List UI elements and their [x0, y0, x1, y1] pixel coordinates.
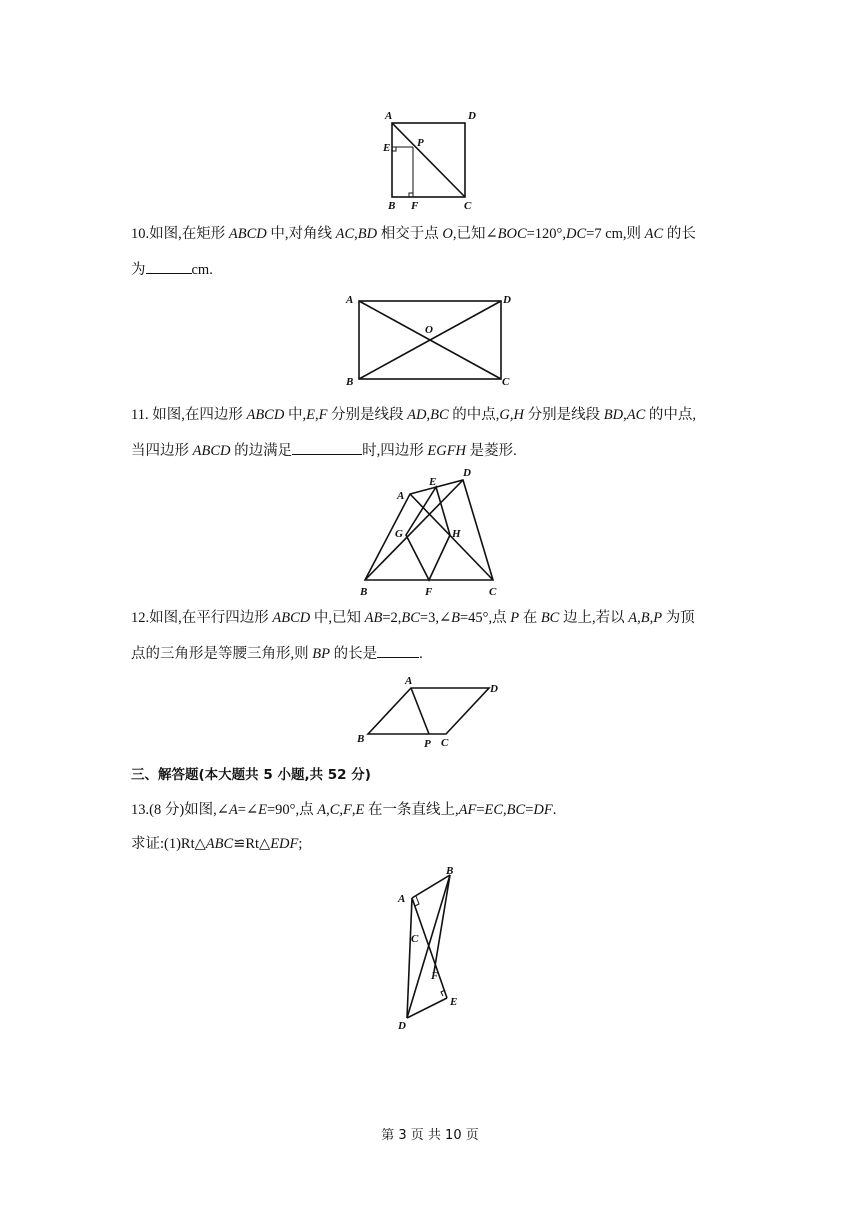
page-footer: 第 3 页 共 10 页	[381, 1128, 479, 1143]
q12-line2: 点的三角形是等腰三角形,则 BP 的长是 .	[131, 643, 423, 664]
figure-quadrilateral-egfh	[355, 462, 510, 604]
label-a: A	[405, 675, 413, 687]
figure-rectangle-abcd	[340, 290, 520, 390]
figure-triangles-abc-edf	[390, 862, 470, 1032]
q11-line1: 11. 如图,在四边形 ABCD 中,E,F 分别是线段 AD,BC 的中点,G,H 分别是线段 BD,AC 的中点,	[131, 407, 697, 423]
label-d: D	[398, 1020, 406, 1032]
label-c: C	[502, 376, 510, 388]
label-b: B	[360, 586, 368, 598]
label-b: B	[346, 376, 354, 388]
figure-parallelogram-abcd	[350, 672, 510, 752]
label-a: A	[346, 294, 354, 306]
figure-square-apefc	[380, 105, 480, 210]
label-a: A	[385, 110, 393, 122]
section-title: 三、解答题(本大题共 5 小题,共 52 分)	[131, 767, 371, 783]
label-f: F	[431, 970, 439, 982]
label-c: C	[489, 586, 497, 598]
label-o: O	[425, 324, 433, 336]
label-d: D	[468, 110, 476, 122]
label-p: P	[424, 738, 431, 750]
label-e: E	[383, 142, 391, 154]
label-f: F	[411, 200, 419, 212]
answer-blank	[146, 259, 192, 274]
label-d: D	[490, 683, 498, 695]
label-c: C	[411, 933, 419, 945]
q10-line1: 10.如图,在矩形 ABCD 中,对角线 AC,BD 相交于点 O,已知∠BOC=120°,DC=7 cm,则 AC 的长	[131, 226, 696, 242]
q11-line2: 当四边形 ABCD 的边满足 时,四边形 EGFH 是菱形.	[131, 440, 517, 461]
label-p: P	[417, 137, 424, 149]
label-b: B	[446, 865, 454, 877]
label-g: G	[395, 528, 403, 540]
label-d: D	[463, 467, 471, 479]
label-b: B	[357, 733, 365, 745]
label-e: E	[429, 476, 437, 488]
answer-blank	[292, 440, 362, 455]
q13-line2: 求证:(1)Rt△ABC≌Rt△EDF;	[131, 836, 303, 852]
q12-line1: 12.如图,在平行四边形 ABCD 中,已知 AB=2,BC=3,∠B=45°,点 P 在 BC 边上,若以 A,B,P 为顶	[131, 610, 695, 626]
label-c: C	[464, 200, 472, 212]
label-a: A	[397, 490, 405, 502]
label-f: F	[425, 586, 433, 598]
q10-line2: 为 cm.	[131, 259, 213, 280]
answer-blank	[377, 643, 419, 658]
q13-line1: 13.(8 分)如图,∠A=∠E=90°,点 A,C,F,E 在一条直线上,AF=EC,BC=DF.	[131, 802, 557, 818]
label-b: B	[388, 200, 396, 212]
label-h: H	[452, 528, 461, 540]
label-d: D	[503, 294, 511, 306]
label-e: E	[450, 996, 458, 1008]
label-c: C	[441, 737, 449, 749]
label-a: A	[398, 893, 406, 905]
